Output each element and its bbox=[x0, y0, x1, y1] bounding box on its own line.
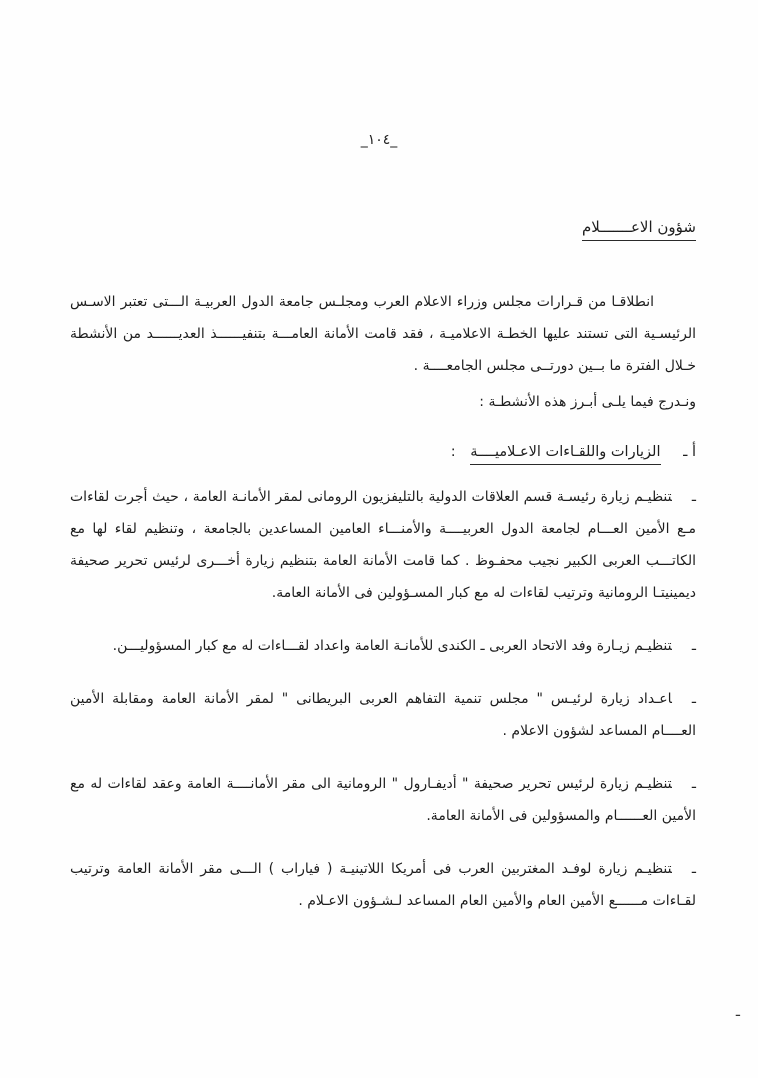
list-item bbox=[70, 481, 696, 609]
list-item-text: تنظيـم زيارة لوفـد المغتربين العرب فى أمريكا اللاتينيـة ( فياراب ) الـــى مقر الأمانة العامة وترتيب لقـاءات مــــــع الأمين العام والأمين العام المساعد لـشـؤون الاعـلام . bbox=[70, 861, 696, 909]
list-item-text: اعـداد زيارة لرئيـس " مجلس تنمية التفاهم العربى البريطانى " لمقر الأمانة العامة ومقابلة الأمين العــــام المساعد لشؤون الاعلام . bbox=[70, 691, 696, 739]
list-item-dash-icon: ـ bbox=[691, 861, 696, 877]
list-item-dash-icon: ـ bbox=[691, 776, 696, 792]
page-number: _١٠٤_ bbox=[360, 132, 398, 148]
list-item-dash-icon: ـ bbox=[691, 489, 696, 505]
document-heading-text: شؤون الاعـــــــلام bbox=[582, 218, 696, 241]
list-item-dash-icon: ـ bbox=[691, 638, 696, 654]
list-item bbox=[70, 630, 696, 662]
list-item-text: تنظيـم زيارة رئيسـة قسم العلاقات الدولية بالتليفزيون الرومانى لمقر الأمانـة العامة ، حيث أجرت لقاءات مـع الأمين العـــام لجامعة الدول العربيــــة والأمنـــاء العامين المساعدين بالجامعة ، وتنظيم لقاء لها مع الكاتـــب العربى الكبير نجيب محفـوظ . كما قامت الأمانة العامة بتنظيم زيارة أخـــرى لرئيس تحرير صحيفة ديمينيتـا الرومانية وترتيب لقاءات له مع كبار المسـؤولين فى الأمانة العامة. bbox=[70, 489, 696, 601]
list-item-dash-icon: ـ bbox=[691, 691, 696, 707]
list-item bbox=[70, 683, 696, 747]
list-item-text: تنظيـم زيارة لرئيس تحرير صحيفة " أديفـارول " الرومانية الى مقر الأمانــــة العامة وعقد لقاءات له مع الأمين العــــــام والمسؤولين فى الأمانة العامة. bbox=[70, 776, 696, 824]
list-heading-marker: أ ـ bbox=[683, 444, 696, 460]
list-heading bbox=[70, 444, 696, 460]
list-item bbox=[70, 768, 696, 832]
list-heading-colon: : bbox=[450, 444, 456, 460]
intro-paragraph-2: ونـدرج فيما يلـى أبـرز هذه الأنشطـة : bbox=[479, 394, 696, 410]
list-item-text: تنظيـم زيـارة وفد الاتحاد العربى ـ الكندى للأمانـة العامة واعداد لقـــاءات له مع كبار المسؤوليـــن. bbox=[112, 638, 672, 654]
corner-mark: ـ bbox=[735, 1004, 740, 1020]
list-heading-title: الزيارات واللقـاءات الاعـلاميــــة bbox=[470, 444, 660, 465]
intro-paragraph-1: انطلاقـا من قـرارات مجلس وزراء الاعلام العرب ومجلـس جامعة الدول العربيـة الـــتى تعتبر الاسـس الرئيسـية التى تستند عليها الخطـة الاعلاميـة ، فقد قامت الأمانة العامـــة بتنفيــــــذ العديــــــد من الأنشطة خـلال الفترة ما بــين دورتــى مجلس الجامعــــة . bbox=[70, 294, 696, 374]
list-item bbox=[70, 853, 696, 917]
document-heading bbox=[70, 218, 696, 236]
page-content bbox=[70, 218, 696, 917]
